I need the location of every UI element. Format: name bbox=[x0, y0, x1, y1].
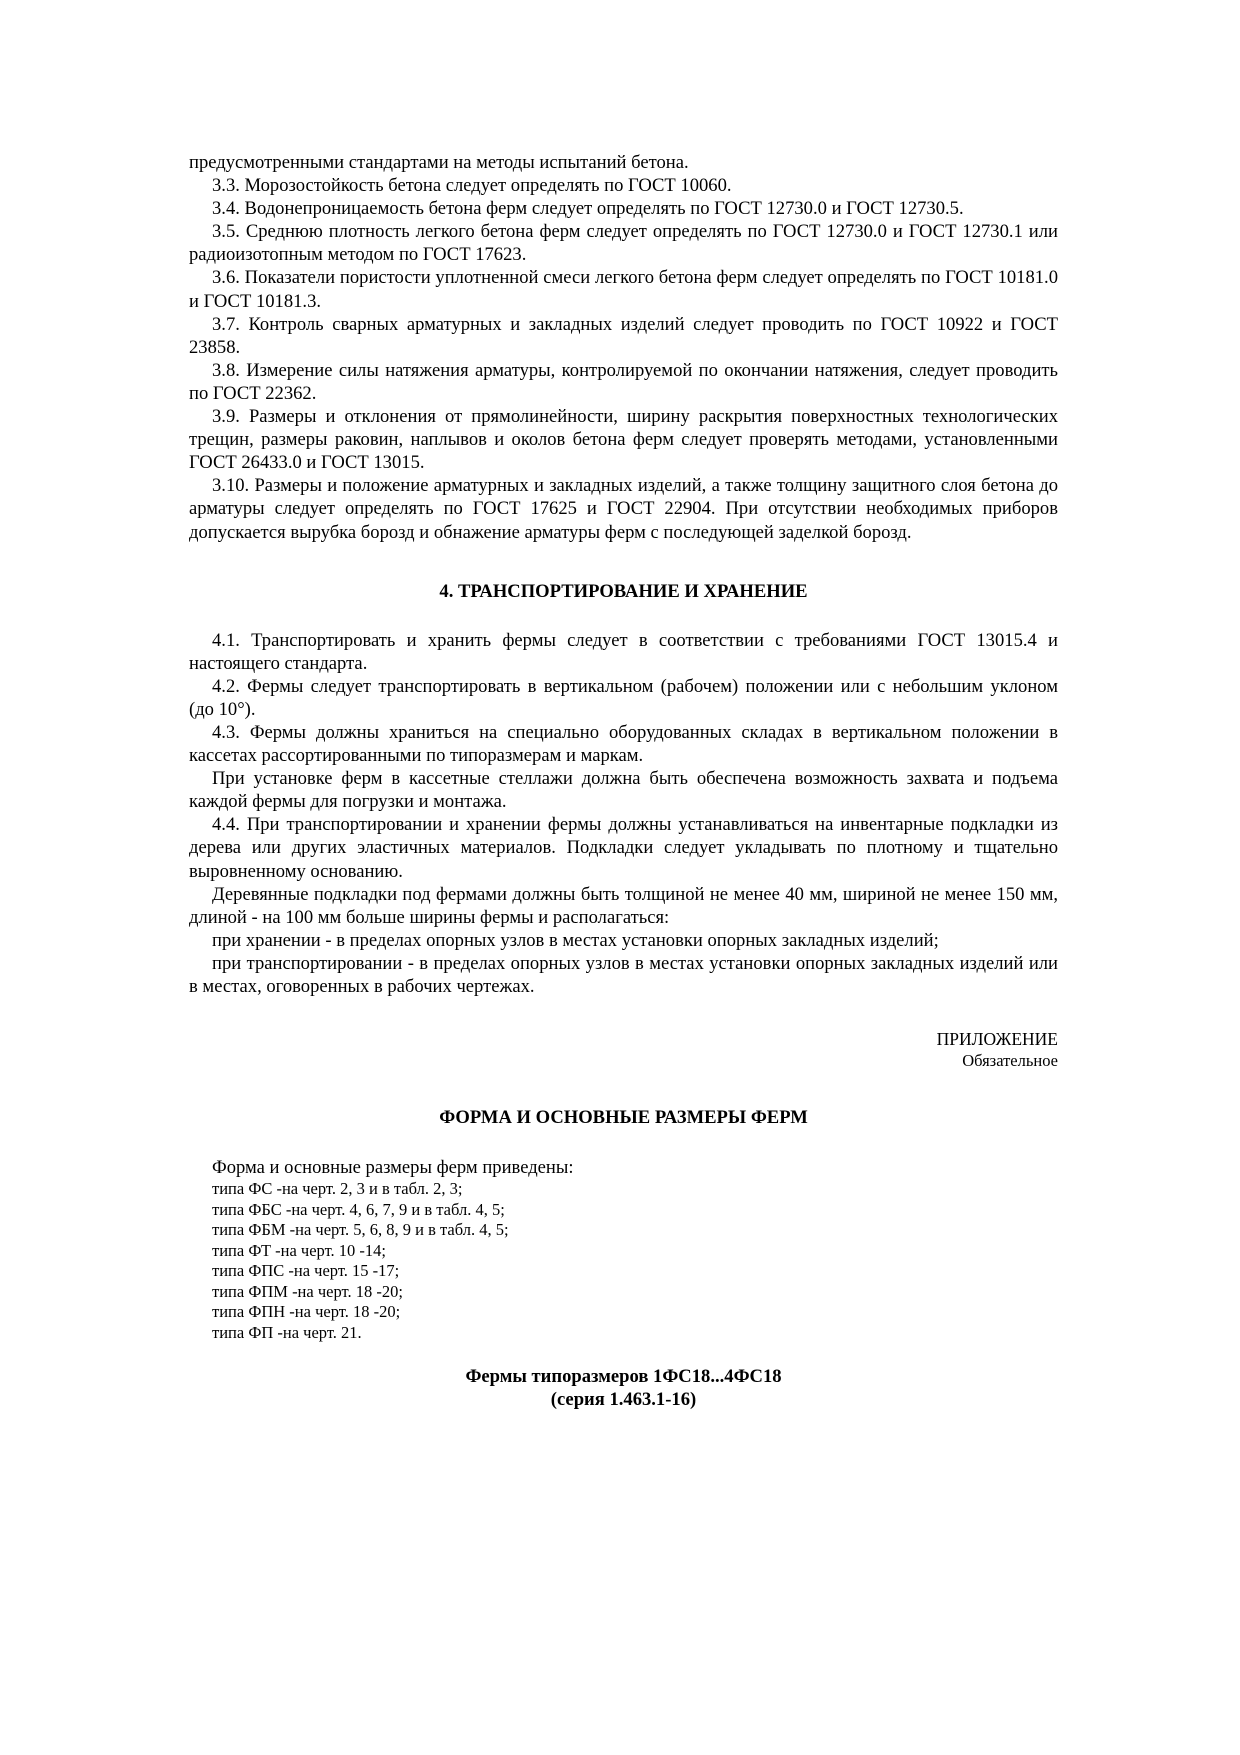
list-item: типа ФПМ -на черт. 18 -20; bbox=[212, 1281, 403, 1301]
paragraph-continuation: предусмотренными стандартами на методы испытаний бетона. bbox=[189, 152, 689, 173]
appendix-intro: Форма и основные размеры ферм приведены: bbox=[212, 1157, 574, 1179]
list-item: типа ФТ -на черт. 10 -14; bbox=[212, 1240, 386, 1260]
list-item: типа ФП -на черт. 21. bbox=[212, 1322, 362, 1342]
appendix-label: ПРИЛОЖЕНИЕ bbox=[936, 1029, 1058, 1050]
appendix-label-block bbox=[189, 1028, 1058, 1072]
paragraph-4-4b: Деревянные подкладки под фермами должны быть толщиной не менее 40 мм, шириной не менее 150 мм, длиной - на 100 мм больше ширины фермы и располагаться: bbox=[189, 883, 1058, 928]
paragraph-4-1: 4.1. Транспортировать и хранить фермы следует в соответствии с требованиями ГОСТ 13015.4 и настоящего стандарта. bbox=[189, 629, 1058, 674]
appendix-status: Обязательное bbox=[962, 1051, 1058, 1071]
paragraph-4-4d: при транспортировании - в пределах опорных узлов в местах установки опорных закладных изделий или в местах, оговоренных в рабочих чертежах. bbox=[189, 952, 1058, 997]
section-4-heading: 4. ТРАНСПОРТИРОВАНИЕ И ХРАНЕНИЕ bbox=[439, 580, 808, 602]
paragraph-3-8: 3.8. Измерение силы натяжения арматуры, контролируемой по окончании натяжения, следует проводить по ГОСТ 22362. bbox=[189, 359, 1058, 404]
list-item: типа ФС -на черт. 2, 3 и в табл. 2, 3; bbox=[212, 1179, 463, 1199]
list-item: типа ФБС -на черт. 4, 6, 7, 9 и в табл. 4, 5; bbox=[212, 1199, 505, 1219]
drawing-subheading-line1: Фермы типоразмеров 1ФС18...4ФС18 bbox=[465, 1366, 782, 1388]
list-item: типа ФПС -на черт. 15 -17; bbox=[212, 1261, 400, 1281]
document-page bbox=[189, 151, 1058, 1411]
paragraph-3-6: 3.6. Показатели пористости уплотненной смеси легкого бетона ферм следует определять по ГОСТ 10181.0 и ГОСТ 10181.3. bbox=[189, 267, 1058, 312]
paragraph-3-10: 3.10. Размеры и положение арматурных и закладных изделий, а также толщину защитного слоя бетона до арматуры следует определять по ГОСТ 17625 и ГОСТ 22904. При отсутствии необходимых приборов допускается вырубка борозд и обнажение арматуры ферм с последующей заделкой борозд. bbox=[189, 475, 1058, 543]
drawing-subheading bbox=[189, 1365, 1058, 1411]
truss-type-list bbox=[189, 1179, 1058, 1343]
appendix-heading: ФОРМА И ОСНОВНЫЕ РАЗМЕРЫ ФЕРМ bbox=[439, 1107, 808, 1129]
paragraph-4-3: 4.3. Фермы должны храниться на специально оборудованных складах в вертикальном положении в кассетах рассортированными по типоразмерам и маркам. bbox=[189, 721, 1058, 767]
paragraph-3-3: 3.3. Морозостойкость бетона следует определять по ГОСТ 10060. bbox=[212, 175, 732, 197]
paragraph-4-4c: при хранении - в пределах опорных узлов в местах установки опорных закладных изделий; bbox=[212, 929, 939, 951]
paragraph-4-4: 4.4. При транспортировании и хранении фермы должны устанавливаться на инвентарные подкладки из дерева или других эластичных материалов. Подкладки следует укладывать по плотному и тщательно выровненному основанию. bbox=[189, 814, 1058, 882]
paragraph-3-7: 3.7. Контроль сварных арматурных и закладных изделий следует проводить по ГОСТ 10922 и ГОСТ 23858. bbox=[189, 313, 1058, 358]
paragraph-4-3b: При установке ферм в кассетные стеллажи должна быть обеспечена возможность захвата и подъема каждой фермы для погрузки и монтажа. bbox=[189, 768, 1058, 813]
list-item: типа ФБМ -на черт. 5, 6, 8, 9 и в табл. 4, 5; bbox=[212, 1220, 509, 1240]
paragraph-3-9: 3.9. Размеры и отклонения от прямолинейности, ширину раскрытия поверхностных технологических трещин, размеры раковин, наплывов и околов бетона ферм следует проверять методами, установленными ГОСТ 26433.0 и ГОСТ 13015. bbox=[189, 406, 1058, 474]
paragraph-4-2: 4.2. Фермы следует транспортировать в вертикальном (рабочем) положении или с небольшим уклоном (до 10°). bbox=[189, 675, 1058, 720]
drawing-subheading-line2: (серия 1.463.1-16) bbox=[550, 1389, 697, 1411]
paragraph-3-4: 3.4. Водонепроницаемость бетона ферм следует определять по ГОСТ 12730.0 и ГОСТ 12730.5. bbox=[212, 198, 964, 220]
paragraph-3-5: 3.5. Среднюю плотность легкого бетона ферм следует определять по ГОСТ 12730.0 и ГОСТ 12730.1 или радиоизотопным методом по ГОСТ 17623. bbox=[189, 221, 1058, 266]
list-item: типа ФПН -на черт. 18 -20; bbox=[212, 1302, 401, 1322]
